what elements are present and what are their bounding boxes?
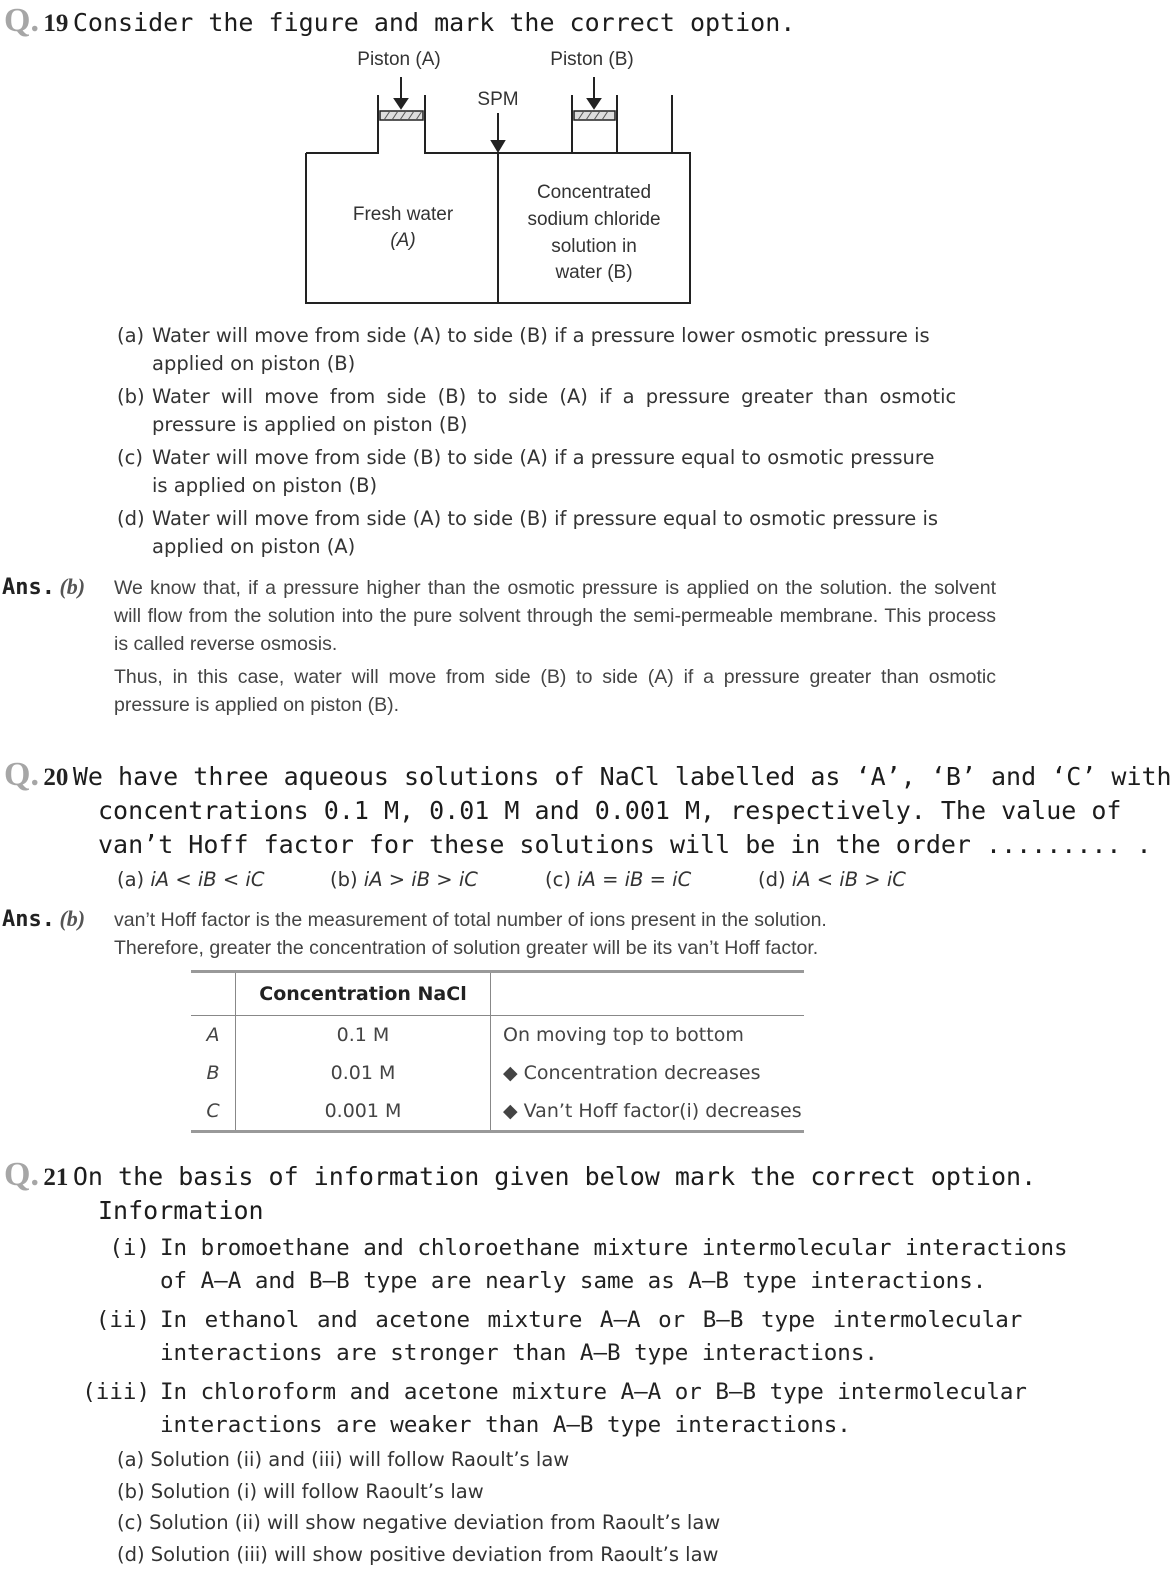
question-number: 20	[43, 764, 69, 791]
nacl-solution-label-4: water (B)	[555, 262, 633, 283]
option-c[interactable]: (c) iA = iB = iC	[545, 868, 692, 891]
info-item: (i) In bromoethane and chloroethane mixture intermolecular interactions of A—A and B—B type are nearly same as A—B type interactions.	[109, 1235, 1068, 1294]
table-row: C 0.001 M ◆ Van’t Hoff factor(i) decreases	[191, 1092, 804, 1130]
question-text-line2: Information	[98, 1196, 264, 1225]
q20-options	[117, 866, 997, 896]
question-number: 21	[43, 1164, 69, 1191]
nacl-solution-label-2: sodium chloride	[527, 209, 661, 230]
q20-answer-line2: Therefore, greater the concentration of solution greater will be its van’t Hoff factor.	[114, 937, 819, 959]
info-item: (ii) In ethanol and acetone mixture A—A or B—B type intermolecular interactions are stronger than A—B type interactions.	[95, 1307, 1023, 1366]
option-b[interactable]: (b) iA > iB > iC	[330, 868, 478, 891]
osmosis-figure	[290, 45, 710, 310]
info-item: (iii) In chloroform and acetone mixture A—A or B—B type intermolecular interactions are weaker than A—B type interactions.	[82, 1379, 1027, 1438]
question-mark-q: Q.	[4, 756, 39, 793]
q19-answer-conclusion: Thus, in this case, water will move from side (B) to side (A) if a pressure greater than osmotic pressure is applied on piston (B).	[114, 666, 996, 716]
nacl-solution-label-3: solution in	[551, 236, 637, 257]
option-d[interactable]: (d) iA < iB > iC	[758, 868, 906, 891]
option-c[interactable]: (c) Solution (ii) will show negative deviation from Raoult’s law	[117, 1511, 721, 1534]
table-header-concentration: Concentration NaCl	[236, 973, 491, 1016]
question-text-line2: concentrations 0.1 M, 0.01 M and 0.001 M, respectively. The value of	[98, 796, 1122, 825]
question-number: 19	[43, 10, 69, 37]
q21-options	[117, 1444, 997, 1570]
question-text-line1: We have three aqueous solutions of NaCl labelled as ‘A’, ‘B’ and ‘C’ with	[72, 762, 1172, 791]
spm-label: SPM	[477, 89, 519, 110]
option-b[interactable]: (b) Water will move from side (B) to side (A) if a pressure greater than osmotic pressure is applied on piston (B)	[117, 385, 957, 436]
option-a[interactable]: (a) Solution (ii) and (iii) will follow Raoult’s law	[117, 1448, 570, 1471]
q21-info-list	[82, 1232, 1068, 1448]
fresh-water-label-a: (A)	[390, 230, 416, 251]
table-row: B 0.01 M ◆ Concentration decreases	[191, 1054, 804, 1092]
nacl-table	[191, 970, 804, 1133]
table-row: A 0.1 M On moving top to bottom	[191, 1016, 804, 1055]
q19-heading	[4, 2, 994, 38]
table-corner	[191, 973, 236, 1016]
option-d[interactable]: (d) Water will move from side (A) to side (B) if pressure equal to osmotic pressure is applied on piston (A)	[117, 507, 939, 558]
option-a[interactable]: (a) Water will move from side (A) to side (B) if a pressure lower osmotic pressure is applied on piston (B)	[117, 324, 930, 375]
question-text: Consider the figure and mark the correct option.	[72, 8, 796, 37]
q21-heading	[4, 1156, 1037, 1228]
q20-answer-label: Ans. (b)	[2, 906, 86, 932]
piston-a-arrow	[395, 77, 407, 108]
q19-answer-text: We know that, if a pressure higher than the osmotic pressure is applied on the solution. the solvent will flow from the solution into the pure solvent through the semi-permeable membrane. This process is called reverse osmosis.	[114, 577, 996, 655]
q19-options	[117, 322, 997, 566]
q20-heading	[4, 756, 1172, 862]
piston-a-label: Piston (A)	[357, 49, 441, 70]
piston-b-arrow	[588, 77, 600, 108]
spm-arrow	[492, 113, 504, 151]
nacl-solution-label-1: Concentrated	[536, 182, 652, 203]
question-text-line3: van’t Hoff factor for these solutions will be in the order ......... .	[98, 830, 1152, 859]
option-d[interactable]: (d) Solution (iii) will show positive deviation from Raoult’s law	[117, 1542, 719, 1566]
question-mark-q: Q.	[4, 1156, 39, 1193]
q20-answer-line1: van’t Hoff factor is the measurement of total number of ions present in the solution.	[114, 909, 827, 931]
option-a[interactable]: (a) iA < iB < iC	[117, 868, 265, 891]
piston-b-label: Piston (B)	[550, 49, 634, 70]
fresh-water-label: Fresh water	[352, 204, 454, 225]
option-c[interactable]: (c) Water will move from side (B) to side (A) if a pressure equal to osmotic pressure is applied on piston (B)	[117, 446, 935, 497]
table-header-empty	[491, 973, 805, 1016]
q19-answer-label: Ans. (b)	[2, 574, 86, 600]
option-b[interactable]: (b) Solution (i) will follow Raoult’s law	[117, 1479, 484, 1503]
question-mark-q: Q.	[4, 2, 39, 39]
question-text-line1: On the basis of information given below mark the correct option.	[72, 1162, 1037, 1191]
